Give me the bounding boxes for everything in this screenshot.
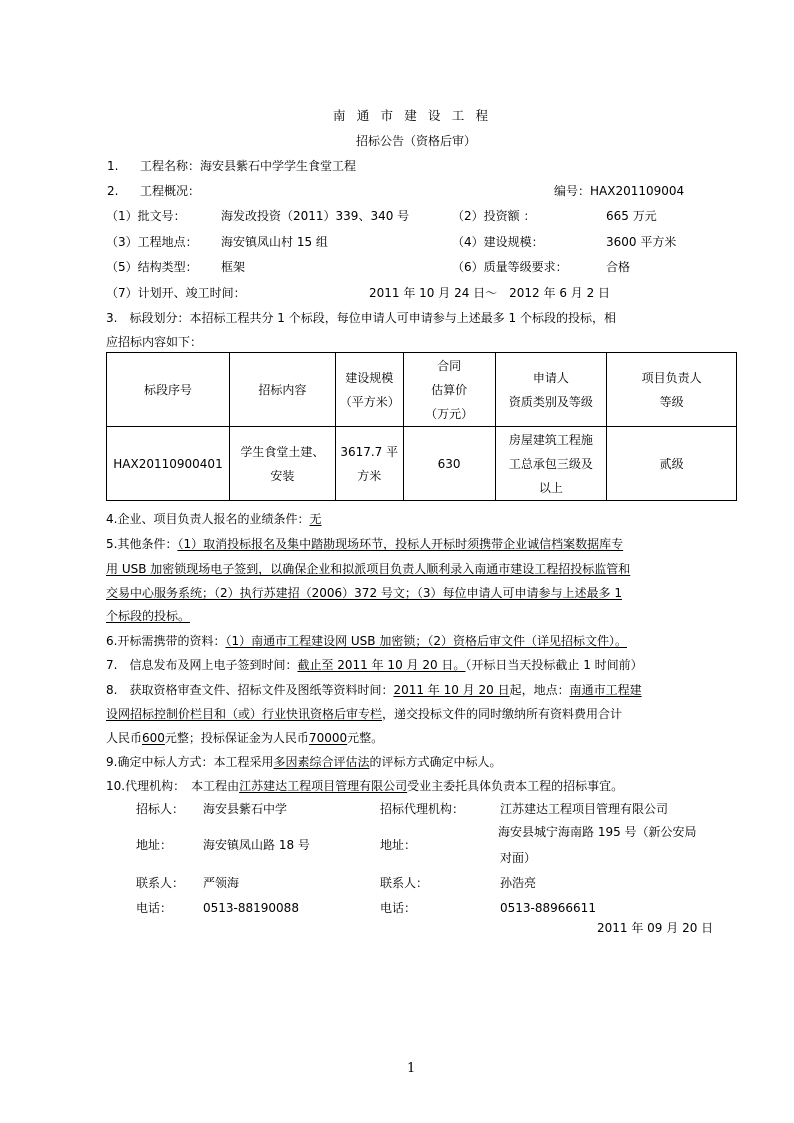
- section-8-date: 2011 年 10 月 20 日: [393, 683, 510, 697]
- section-5-label: 5.其他条件：: [106, 537, 178, 551]
- cell-estimate: 630: [403, 427, 495, 501]
- tenderer-address-label: 地址：: [136, 838, 173, 852]
- section-6-label: 6.开标需携带的资料：: [106, 634, 226, 648]
- header-estimate: 合同 估算价 （万元）: [403, 353, 495, 427]
- location-label: （3）工程地点：: [106, 235, 198, 249]
- header-manager-level: 项目负责人 等级: [607, 353, 737, 427]
- table-header-row: [107, 353, 737, 427]
- quality-label: （6）质量等级要求：: [452, 260, 568, 274]
- page-title: 南通市建设工程: [333, 108, 500, 123]
- structure-label: （5）结构类型：: [106, 260, 198, 274]
- cell-qualification: 房屋建筑工程施 工总承包三级及 以上: [495, 427, 607, 501]
- scale-value: 3600 平方米: [606, 235, 677, 249]
- section-8-line-2: 设网招标控制价栏目和（或）行业快讯资格后审专栏，递交投标文件的同时缴纳所有资料费用合计: [106, 707, 623, 721]
- header-scale: 建设规模 （平方米）: [335, 353, 403, 427]
- section-7: 7. 信息发布及网上电子签到时间：截止至 2011 年 10 月 20 日。（开标日当天投标截止 1 时间前）: [106, 658, 643, 672]
- agent-address-line-1: 海安县城宁海南路 195 号（新公安局: [498, 825, 697, 839]
- tenderer-value: 海安县紫石中学: [203, 802, 288, 816]
- publication-date: 2011 年 09 月 20 日: [597, 921, 714, 935]
- header-section-no: 标段序号: [107, 353, 230, 427]
- agent-address-label: 地址：: [380, 838, 417, 852]
- section-8-line-1: 8. 获取资格审查文件、招标文件及图纸等资料时间：2011 年 10 月 20 日起，地点：南通市工程建: [106, 683, 642, 697]
- header-content: 招标内容: [229, 353, 335, 427]
- cell-content: 学生食堂土建、 安装: [229, 427, 335, 501]
- project-name: 工程名称：海安县紫石中学学生食堂工程: [140, 159, 357, 173]
- section-10: 10.代理机构： 本工程由江苏建达工程项目管理有限公司受业主委托具体负责本工程的招标事宜。: [106, 779, 624, 793]
- section-5-line-1: 5.其他条件：（1）取消投标报名及集中踏勘现场环节，投标人开标时须携带企业诚信档案数据库专: [106, 537, 624, 551]
- investment-label: （2）投资额 ：: [452, 209, 536, 223]
- document-fee: 600: [142, 731, 165, 745]
- section-2-number: 2.: [107, 184, 119, 198]
- bid-deposit: 70000: [308, 731, 348, 745]
- section-5-line-2: 用 USB 加密锁现场电子签到，以确保企业和拟派项目负责人顺利录入南通市建设工程招投标监管和: [106, 562, 631, 576]
- agent-phone: 0513-88966611: [500, 901, 596, 915]
- section-3-line-2: 应招标内容如下：: [106, 335, 203, 349]
- section-5-line-3: 交易中心服务系统；（2）执行苏建招（2006）372 号文；（3）每位申请人可申请参与上述最多 1: [106, 586, 622, 600]
- section-6: [106, 635, 627, 647]
- project-code: 编号：HAX201109004: [554, 184, 685, 198]
- section-4: [106, 513, 321, 525]
- agent-value: 江苏建达工程项目管理有限公司: [500, 802, 669, 816]
- section-4-value: 无: [309, 512, 322, 526]
- section-8-line-3: 人民币600元整；投标保证金为人民币70000元整。: [106, 731, 384, 745]
- table-row: [107, 427, 737, 501]
- page-subtitle: 招标公告（资格后审）: [356, 134, 477, 148]
- location-value: 海安镇凤山村 15 组: [221, 235, 328, 249]
- section-8-label: 8. 获取资格审查文件、招标文件及图纸等资料时间：: [106, 683, 394, 697]
- section-7-label: 7. 信息发布及网上电子签到时间：: [106, 658, 298, 672]
- cell-section-no: HAX20110900401: [107, 427, 230, 501]
- section-4-label: 4.企业、项目负责人报名的业绩条件：: [106, 512, 310, 526]
- project-overview-label: 工程概况：: [140, 184, 201, 198]
- cell-manager-level: 贰级: [607, 427, 737, 501]
- quality-value: 合格: [606, 260, 631, 274]
- agency-name: 江苏建达工程项目管理有限公司: [239, 779, 408, 793]
- page-number: 1: [407, 1061, 416, 1076]
- bid-section-table: [106, 352, 737, 501]
- scale-label: （4）建设规模：: [452, 235, 544, 249]
- agent-contact: 孙浩亮: [500, 876, 537, 890]
- header-qualification: 申请人 资质类别及等级: [495, 353, 607, 427]
- section-6-value: （1）南通市工程建设网 USB 加密锁；（2）资格后审文件（详见招标文件）。: [225, 634, 627, 648]
- tenderer-contact: 严领海: [203, 876, 240, 890]
- tenderer-phone-label: 电话：: [136, 901, 173, 915]
- section-9: 9.确定中标人方式：本工程采用多因素综合评估法的评标方式确定中标人。: [106, 755, 502, 769]
- approval-label: （1）批文号：: [106, 209, 186, 223]
- section-1-number: 1.: [107, 159, 119, 173]
- structure-value: 框架: [221, 260, 246, 274]
- schedule-value: 2011 年 10 月 24 日～ 2012 年 6 月 2 日: [369, 286, 611, 300]
- agent-label: 招标代理机构：: [380, 802, 465, 816]
- evaluation-method: 多因素综合评估法: [273, 755, 370, 769]
- tenderer-contact-label: 联系人：: [136, 876, 185, 890]
- cell-scale: 3617.7 平 方米: [335, 427, 403, 501]
- section-3-line-1: 3. 标段划分：本招标工程共分 1 个标段，每位申请人可申请参与上述最多 1 个标段的投标，相: [106, 311, 616, 325]
- section-5-line-4: 个标段的投标。: [106, 609, 191, 623]
- agent-address-line-2: 对面）: [500, 851, 537, 865]
- investment-value: 665 万元: [606, 209, 657, 223]
- tenderer-label: 招标人：: [136, 802, 185, 816]
- agent-phone-label: 电话：: [380, 901, 417, 915]
- section-7-value: 截止至 2011 年 10 月 20 日。: [297, 658, 466, 672]
- agent-contact-label: 联系人：: [380, 876, 429, 890]
- tenderer-address: 海安镇凤山路 18 号: [203, 838, 310, 852]
- schedule-label: （7）计划开、竣工时间：: [106, 286, 246, 300]
- approval-value: 海发改投资（2011）339、340 号: [221, 209, 410, 223]
- tenderer-phone: 0513-88190088: [203, 901, 299, 915]
